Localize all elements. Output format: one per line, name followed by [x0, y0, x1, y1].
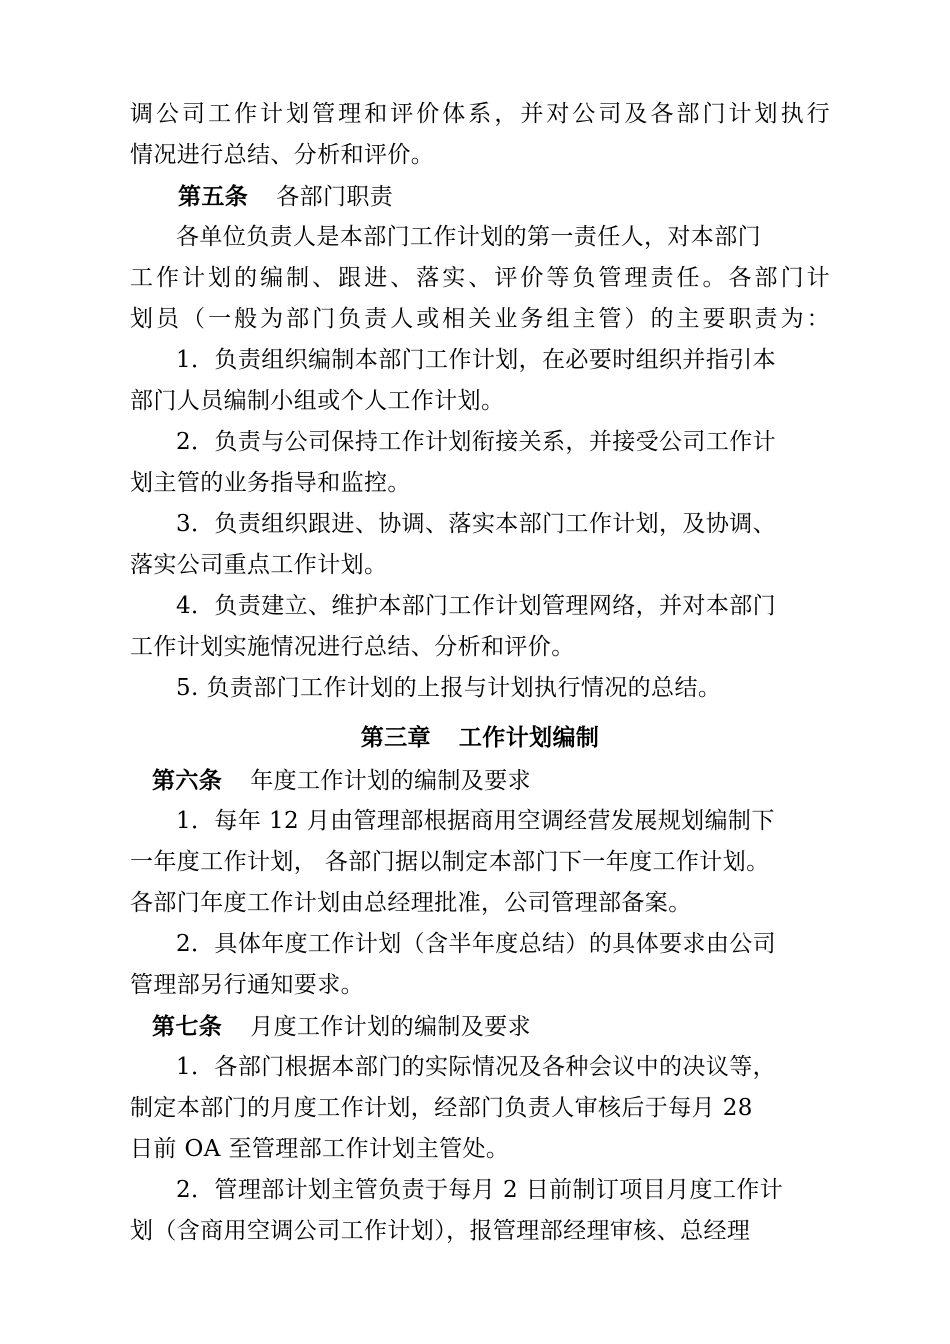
article-6-item-2-line-2: 管理部另行通知要求。	[130, 972, 364, 998]
article-5-item-5-line-1: 5. 负责部门工作计划的上报与计划执行情况的总结。	[176, 675, 722, 701]
article-7-item-1-line-3: 日前 OA 至管理部工作计划主管处。	[130, 1136, 510, 1162]
chapter-3-number: 第三章	[360, 724, 431, 751]
article-5-item-4-line-2: 工作计划实施情况进行总结、分析和评价。	[130, 634, 575, 660]
article-5-item-1-line-1: 1．负责组织编制本部门工作计划，在必要时组织并指引本	[176, 347, 777, 373]
document-page	[130, 94, 830, 1252]
article-6-item-1-line-3: 各部门年度工作计划由总经理批准，公司管理部备案。	[130, 890, 692, 916]
chapter-3-title: 工作计划编制	[458, 724, 600, 751]
article-7-title: 月度工作计划的编制及要求	[250, 1014, 532, 1040]
article-6-number: 第六条	[152, 767, 223, 794]
article-6-title: 年度工作计划的编制及要求	[250, 768, 532, 794]
chapter-3-heading	[130, 717, 830, 758]
article-5-item-2-line-1: 2．负责与公司保持工作计划衔接关系，并接受公司工作计	[176, 429, 777, 455]
article-5-item-2-line-2: 划主管的业务指导和监控。	[130, 470, 411, 496]
article-6-item-2-line-1: 2．具体年度工作计划（含半年度总结）的具体要求由公司	[176, 931, 777, 957]
intro-line-2: 情况进行总结、分析和评价。	[130, 142, 435, 168]
article-5-item-4-line-1: 4．负责建立、维护本部门工作计划管理网络，并对本部门	[176, 593, 777, 619]
article-5-item-1-line-2: 部门人员编制小组或个人工作计划。	[130, 388, 505, 414]
article-7-item-1-line-1: 1．各部门根据本部门的实际情况及各种会议中的决议等，	[176, 1054, 777, 1080]
article-7-item-2-line-1: 2．管理部计划主管负责于每月 2 日前制订项目月度工作计	[176, 1177, 784, 1203]
article-6-heading	[130, 760, 830, 801]
article-6-item-1-line-2: 一年度工作计划， 各部门据以制定本部门下一年度工作计划。	[130, 849, 770, 875]
article-5-title: 各部门职责	[276, 184, 394, 210]
article-5-number: 第五条	[178, 183, 249, 210]
article-5-item-3-line-1: 3．负责组织跟进、协调、落实本部门工作计划，及协调、	[176, 511, 777, 537]
article-5-para-line-2: 工作计划的编制、跟进、落实、评价等负管理责任。各部门计	[130, 265, 830, 291]
intro-line-1: 调公司工作计划管理和评价体系，并对公司及各部门计划执行	[130, 101, 830, 127]
article-5-para-line-3: 划员（一般为部门负责人或相关业务组主管）的主要职责为：	[130, 306, 830, 332]
article-7-heading	[130, 1006, 830, 1047]
article-5-item-3-line-2: 落实公司重点工作计划。	[130, 552, 388, 578]
article-7-number: 第七条	[152, 1013, 223, 1040]
article-5-para-line-1: 各单位负责人是本部门工作计划的第一责任人，对本部门	[176, 224, 761, 250]
article-7-item-1-line-2: 制定本部门的月度工作计划，经部门负责人审核后于每月 28	[130, 1095, 753, 1121]
article-5-heading	[130, 176, 830, 217]
article-6-item-1-line-1: 1．每年 12 月由管理部根据商用空调经营发展规划编制下	[176, 808, 775, 834]
article-7-item-2-line-2: 划（含商用空调公司工作计划），报管理部经理审核、总经理	[130, 1218, 751, 1244]
